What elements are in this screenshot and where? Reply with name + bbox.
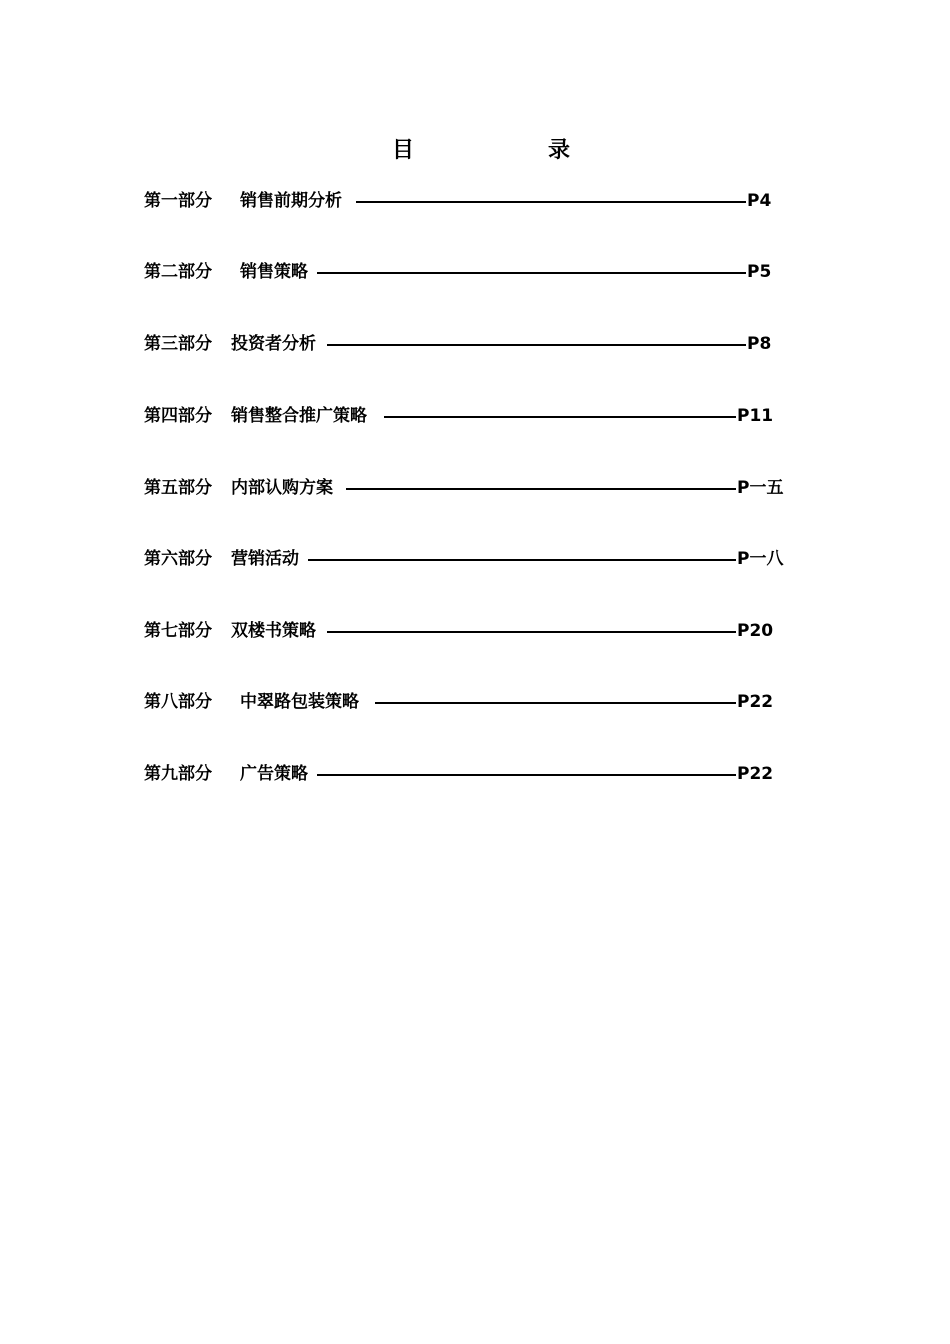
- toc-entry-name: 销售整合推广策略: [231, 406, 367, 426]
- toc-entry-leader: [356, 201, 746, 203]
- toc-entry-page: P22: [737, 692, 774, 712]
- toc-entry-page: P5: [747, 262, 772, 282]
- toc-entry-part: 第六部分: [144, 549, 212, 569]
- toc-entry-name: 销售前期分析: [240, 191, 342, 211]
- toc-entry-page: P一五: [737, 478, 784, 498]
- toc-entry-leader: [375, 702, 736, 704]
- toc-title-char-2: 录: [548, 138, 571, 163]
- toc-entry-part: 第五部分: [144, 478, 212, 498]
- toc-entry-leader: [346, 488, 736, 490]
- toc-entry-leader: [384, 416, 736, 418]
- toc-entry-leader: [317, 774, 736, 776]
- toc-entry-part: 第一部分: [144, 191, 212, 211]
- toc-entry-part: 第八部分: [144, 692, 212, 712]
- toc-entry-leader: [308, 559, 736, 561]
- toc-entry-name: 投资者分析: [231, 334, 316, 354]
- toc-entry-part: 第九部分: [144, 764, 212, 784]
- toc-entry-page: P22: [737, 764, 774, 784]
- toc-entry-leader: [327, 344, 746, 346]
- toc-entry-name: 销售策略: [240, 262, 308, 282]
- toc-entry-part: 第三部分: [144, 334, 212, 354]
- toc-entry-part: 第四部分: [144, 406, 212, 426]
- toc-entry-page: P20: [737, 621, 774, 641]
- toc-entry-name: 内部认购方案: [231, 478, 333, 498]
- toc-entry-part: 第二部分: [144, 262, 212, 282]
- toc-entry-name: 双楼书策略: [231, 621, 316, 641]
- toc-entry-leader: [327, 631, 736, 633]
- toc-entry-page: P11: [737, 406, 774, 426]
- toc-entry-page: P8: [747, 334, 772, 354]
- toc-entry-part: 第七部分: [144, 621, 212, 641]
- toc-entry-page: P4: [747, 191, 772, 211]
- toc-entry-name: 营销活动: [231, 549, 299, 569]
- toc-entry-name: 中翠路包装策略: [240, 692, 359, 712]
- toc-title-char-1: 目: [392, 138, 415, 163]
- toc-entry-leader: [317, 272, 746, 274]
- toc-entry-name: 广告策略: [240, 764, 308, 784]
- toc-entry-page: P一八: [737, 549, 784, 569]
